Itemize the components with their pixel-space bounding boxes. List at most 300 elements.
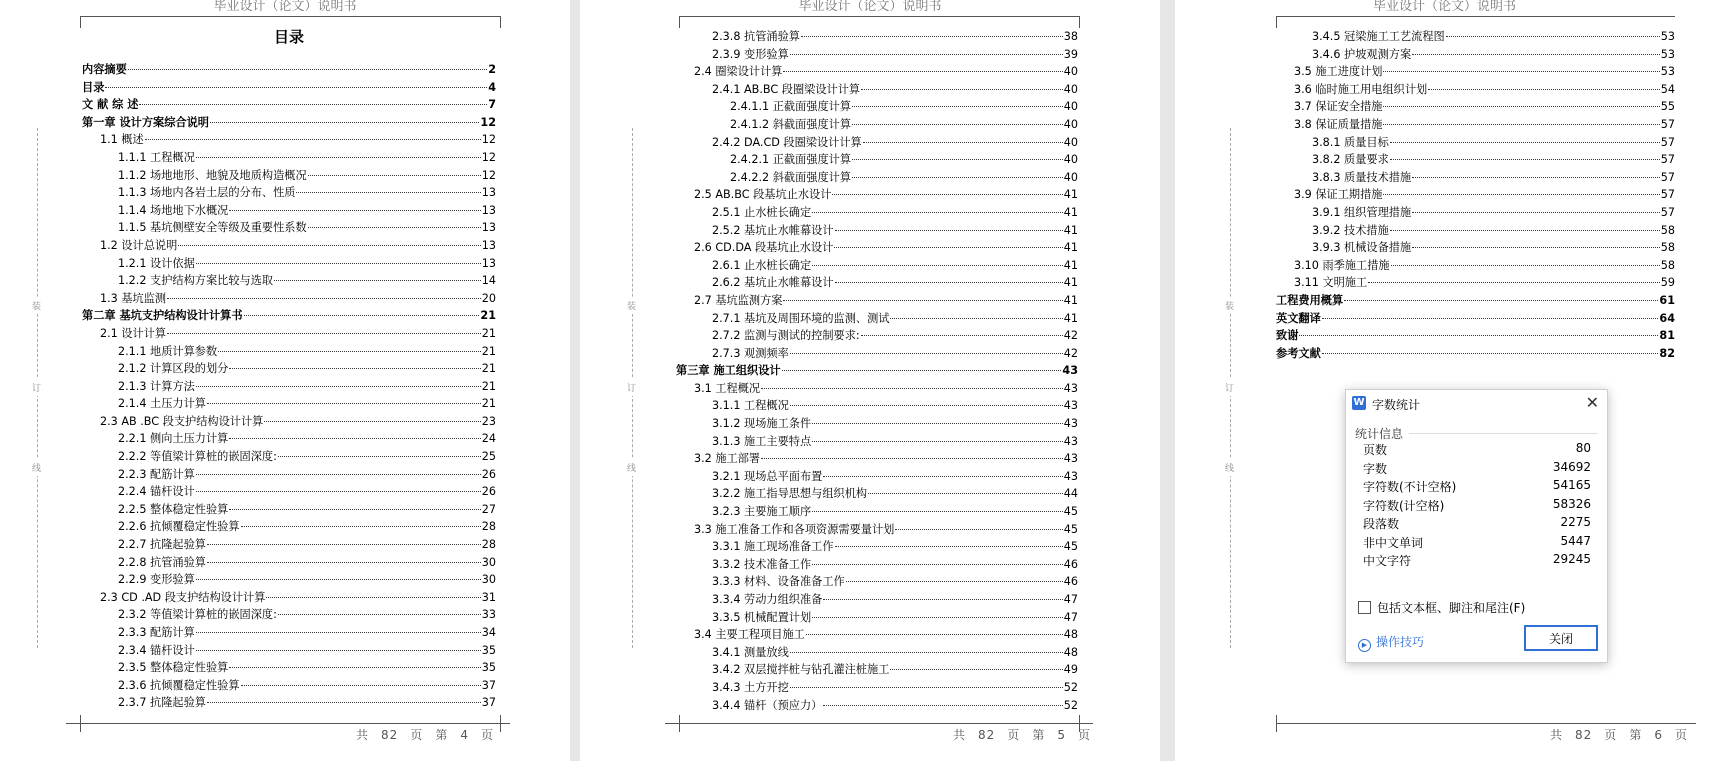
toc-entry-page-number: 58: [1660, 258, 1675, 272]
page-header: 毕业设计（论文）说明书: [213, 0, 357, 14]
toc-entry[interactable]: [676, 46, 1078, 64]
toc-entry-label: 2.1.2 计算区段的划分: [118, 362, 229, 376]
dialog-titlebar[interactable]: [1346, 390, 1607, 416]
toc-entry-label: 3.3.5 机械配置计划: [712, 610, 812, 624]
toc-entry[interactable]: [1276, 63, 1675, 81]
toc-entry-label: 3.3.4 劳动力组织准备: [712, 593, 823, 606]
toc-leader-dots: [196, 650, 481, 651]
toc-entry-label: 3.4.2 双层搅拌桩与钻孔灌注桩施工: [712, 663, 890, 677]
toc-entry[interactable]: [676, 327, 1078, 345]
toc-entry[interactable]: [1276, 81, 1675, 99]
document-page-5: [580, 0, 1160, 761]
toc-leader-dots: [1299, 335, 1658, 336]
toc-entry-page-number: 81: [1659, 329, 1675, 343]
toc-entry[interactable]: [82, 694, 496, 712]
toc-entry-label: 3.2 施工部署: [694, 452, 761, 466]
gutter-char-staple: 订: [1225, 379, 1234, 396]
toc-entry-label: 3.4 主要工程项目施工: [694, 628, 805, 642]
toc-entry-page-number: 40: [1063, 65, 1078, 79]
toc-entry[interactable]: [676, 450, 1078, 468]
header-corner-mark: [500, 16, 501, 28]
toc-entry-page-number: 57: [1660, 153, 1675, 167]
toc-entry-label: 2.1.1 地质计算参数: [118, 344, 218, 358]
toc-entry-label: 2.3.9 变形验算: [712, 47, 789, 61]
toc-entry[interactable]: [82, 536, 496, 554]
toc-entry[interactable]: [676, 415, 1078, 433]
toc-leader-dots: [1322, 353, 1659, 354]
page-footer: 共 82 页 第 6 页: [1550, 728, 1688, 742]
toc-entry-page-number: 21: [481, 379, 496, 393]
toc-entry-page-number: 26: [481, 485, 496, 499]
toc-entry[interactable]: [82, 255, 496, 273]
toc-entry-label: 2.4.1.2 斜截面强度计算: [730, 117, 852, 131]
toc-entry-label: 工程费用概算: [1276, 293, 1344, 307]
toc-title: 目录: [273, 28, 304, 46]
toc-entry-page-number: 48: [1063, 628, 1078, 642]
toc-entry[interactable]: [82, 430, 496, 448]
toc-entry-label: 3.3.1 施工现场准备工作: [712, 540, 834, 554]
toc-entry-page-number: 57: [1660, 117, 1675, 131]
toc-entry-label: 2.3 AB .BC 段支护结构设计计算: [100, 414, 264, 428]
toc-entry-page-number: 12: [481, 150, 496, 164]
toc-leader-dots: [218, 351, 481, 352]
toc-entry[interactable]: [676, 116, 1078, 134]
toc-entry[interactable]: [82, 624, 496, 642]
toc-leader-dots: [823, 476, 1062, 477]
toc-leader-dots: [196, 157, 481, 158]
toc-leader-dots: [812, 265, 1063, 266]
toc-leader-dots: [812, 441, 1063, 442]
toc-entry[interactable]: [676, 362, 1078, 380]
toc-leader-dots: [790, 54, 1063, 55]
toc-entry[interactable]: [676, 468, 1078, 486]
toc-entry[interactable]: [82, 290, 496, 308]
toc-entry-page-number: 43: [1063, 452, 1078, 466]
toc-entry-page-number: 12: [481, 168, 496, 182]
toc-leader-dots: [105, 87, 487, 88]
toc-entry-page-number: 58: [1660, 223, 1675, 237]
word-count-dialog: [1345, 389, 1608, 663]
toc-entry-page-number: 13: [481, 221, 496, 235]
toc-entry[interactable]: [676, 134, 1078, 152]
toc-entry[interactable]: [676, 28, 1078, 46]
toc-entry-page-number: 55: [1660, 100, 1675, 114]
toc-leader-dots: [890, 318, 1062, 319]
toc-leader-dots: [1383, 124, 1659, 125]
toc-entry[interactable]: [676, 380, 1078, 398]
toc-entry-page-number: 21: [481, 326, 496, 340]
toc-entry[interactable]: [82, 571, 496, 589]
toc-entry-label: 2.2.4 锚杆设计: [118, 485, 195, 499]
toc-entry-label: 1.2.1 设计依据: [118, 256, 195, 270]
toc-leader-dots: [832, 194, 1062, 195]
toc-leader-dots: [1412, 212, 1660, 213]
toc-entry-page-number: 40: [1063, 82, 1078, 96]
toc-entry[interactable]: [82, 606, 496, 624]
toc-entry-page-number: 41: [1063, 241, 1078, 255]
toc-leader-dots: [266, 597, 480, 598]
toc-entry[interactable]: [1276, 116, 1675, 134]
toc-entry-page-number: 40: [1063, 117, 1078, 131]
toc-entry[interactable]: [1276, 327, 1675, 345]
toc-entry[interactable]: [82, 149, 496, 167]
toc-entry[interactable]: [82, 184, 496, 202]
toc-entry-page-number: 53: [1660, 30, 1675, 43]
footer-rule: [665, 723, 1093, 724]
toc-entry-label: 3.4.1 测量放线: [712, 645, 789, 659]
stat-value: 58326: [1552, 496, 1591, 511]
toc-entry-label: 3.2.1 现场总平面布置: [712, 469, 823, 483]
toc-leader-dots: [1446, 36, 1660, 37]
toc-entry-label: 3.1.1 工程概况: [712, 399, 789, 413]
toc-entry-label: 2.2.6 抗倾覆稳定性验算: [118, 520, 240, 534]
toc-entry[interactable]: [1276, 239, 1675, 257]
toc-entry[interactable]: [676, 186, 1078, 204]
toc-leader-dots: [1390, 142, 1660, 143]
toc-leader-dots: [207, 544, 481, 545]
toc-entry[interactable]: [1276, 310, 1675, 328]
toc-entry[interactable]: [676, 679, 1078, 697]
toc-entry-label: 第二章 基坑支护结构设计计算书: [82, 309, 243, 323]
toc-entry[interactable]: [676, 204, 1078, 222]
toc-entry[interactable]: [82, 659, 496, 677]
stat-label: 页数: [1363, 443, 1388, 457]
toc-entry-label: 2.5 AB.BC 段基坑止水设计: [694, 188, 832, 202]
document-page-4: [0, 0, 570, 761]
toc-entry[interactable]: [676, 81, 1078, 99]
toc-list: [676, 28, 1078, 714]
toc-entry-page-number: 13: [481, 203, 496, 217]
header-rule: [679, 16, 1079, 17]
toc-entry[interactable]: [82, 272, 496, 290]
toc-entry-page-number: 82: [1659, 346, 1675, 360]
toc-entry[interactable]: [82, 518, 496, 536]
toc-entry-label: 2.4 圈梁设计计算: [694, 65, 783, 79]
toc-leader-dots: [761, 458, 1063, 459]
toc-leader-dots: [852, 159, 1063, 160]
toc-entry[interactable]: [1276, 46, 1675, 64]
toc-entry[interactable]: [82, 96, 496, 114]
toc-entry-page-number: 45: [1063, 522, 1078, 536]
toc-leader-dots: [895, 529, 1062, 530]
footer-rule: [1276, 723, 1696, 724]
toc-entry[interactable]: [82, 642, 496, 660]
toc-entry[interactable]: [676, 661, 1078, 679]
toc-entry-page-number: 35: [481, 661, 496, 675]
toc-leader-dots: [1383, 71, 1659, 72]
toc-entry[interactable]: [1276, 98, 1675, 116]
toc-leader-dots: [1428, 89, 1660, 90]
toc-entry[interactable]: [82, 131, 496, 149]
include-textbox-footnotes-checkbox[interactable]: [1358, 599, 1525, 616]
toc-entry-page-number: 31: [481, 590, 496, 604]
toc-entry[interactable]: [82, 202, 496, 220]
toc-entry-page-number: 21: [481, 397, 496, 411]
toc-entry-page-number: 48: [1063, 645, 1078, 659]
toc-entry-label: 2.2.2 等值梁计算桩的嵌固深度:: [118, 450, 277, 464]
toc-entry[interactable]: [82, 307, 496, 325]
toc-entry-page-number: 42: [1063, 329, 1078, 343]
toc-entry[interactable]: [82, 395, 496, 413]
toc-entry[interactable]: [82, 114, 496, 132]
toc-entry[interactable]: [676, 573, 1078, 591]
footer-corner-mark: [679, 715, 680, 732]
toc-entry-page-number: 39: [1063, 47, 1078, 61]
toc-entry-page-number: 43: [1063, 381, 1078, 395]
close-icon[interactable]: ✕: [1585, 393, 1599, 412]
toc-entry[interactable]: [82, 219, 496, 237]
toc-leader-dots: [196, 579, 481, 580]
toc-entry[interactable]: [1276, 345, 1675, 363]
toc-entry-label: 3.4.3 土方开挖: [712, 680, 789, 694]
toc-entry[interactable]: [676, 310, 1078, 328]
toc-entry-page-number: 57: [1660, 135, 1675, 149]
toc-entry[interactable]: [676, 63, 1078, 81]
toc-entry[interactable]: [676, 274, 1078, 292]
toc-entry-page-number: 41: [1063, 223, 1078, 237]
toc-leader-dots: [167, 298, 481, 299]
section-divider: [1409, 433, 1598, 434]
checkbox-label: 包括文本框、脚注和尾注(F): [1377, 601, 1526, 615]
toc-entry-page-number: 12: [480, 115, 496, 129]
toc-entry[interactable]: [82, 554, 496, 572]
toc-leader-dots: [1390, 159, 1660, 160]
toc-entry-label: 2.7 基坑监测方案: [694, 293, 783, 307]
toc-entry-label: 第三章 施工组织设计: [676, 364, 781, 378]
toc-entry[interactable]: [676, 609, 1078, 627]
toc-entry[interactable]: [1276, 292, 1675, 310]
gutter-char-bind: 装: [32, 297, 41, 314]
toc-entry-label: 3.1 工程概况: [694, 381, 761, 395]
toc-entry-label: 2.7.1 基坑及周围环境的监测、测试: [712, 311, 890, 325]
toc-leader-dots: [145, 139, 481, 140]
toc-entry-label: 3.3.3 材料、设备准备工作: [712, 575, 845, 589]
toc-entry-page-number: 40: [1063, 135, 1078, 149]
toc-entry[interactable]: [676, 591, 1078, 609]
toc-entry-label: 3.8 保证质量措施: [1294, 117, 1383, 131]
toc-entry[interactable]: [676, 257, 1078, 275]
toc-entry[interactable]: [676, 503, 1078, 521]
toc-entry[interactable]: [1276, 204, 1675, 222]
toc-entry-page-number: 13: [481, 186, 496, 200]
toc-entry-label: 2.5.1 止水桩长确定: [712, 205, 812, 219]
toc-leader-dots: [852, 124, 1063, 125]
toc-entry[interactable]: [676, 222, 1078, 240]
toc-entry[interactable]: [82, 325, 496, 343]
toc-leader-dots: [790, 687, 1063, 688]
header-rule: [80, 16, 500, 17]
toc-entry[interactable]: [82, 483, 496, 501]
stat-row: [1363, 441, 1591, 461]
toc-entry[interactable]: [676, 521, 1078, 539]
toc-leader-dots: [264, 421, 480, 422]
gutter-char-line: 线: [627, 459, 636, 476]
toc-leader-dots: [128, 69, 487, 70]
toc-entry[interactable]: [82, 79, 496, 97]
toc-entry[interactable]: [1276, 28, 1675, 46]
toc-entry-page-number: 33: [481, 608, 496, 622]
toc-entry[interactable]: [82, 501, 496, 519]
toc-leader-dots: [1412, 177, 1660, 178]
toc-entry-label: 2.3.5 整体稳定性验算: [118, 661, 229, 675]
toc-entry-page-number: 57: [1660, 170, 1675, 184]
toc-leader-dots: [229, 667, 480, 668]
stat-row: [1363, 552, 1591, 572]
toc-entry-label: 3.8.3 质量技术措施: [1312, 170, 1412, 184]
toc-entry[interactable]: [676, 433, 1078, 451]
toc-entry-label: 2.3.6 抗倾覆稳定性验算: [118, 678, 240, 692]
toc-entry[interactable]: [1276, 151, 1675, 169]
toc-entry-page-number: 37: [481, 678, 496, 692]
toc-entry-page-number: 38: [1063, 30, 1078, 43]
toc-entry-label: 3.2.3 主要施工顺序: [712, 505, 812, 519]
toc-entry-page-number: 41: [1063, 205, 1078, 219]
toc-entry[interactable]: [82, 378, 496, 396]
toc-entry-page-number: 30: [481, 555, 496, 569]
toc-entry-label: 文 献 综 述: [82, 98, 139, 112]
toc-leader-dots: [835, 282, 1063, 283]
toc-entry[interactable]: [676, 345, 1078, 363]
toc-entry-label: 2.3 CD .AD 段支护结构设计计算: [100, 590, 266, 604]
toc-entry-label: 3.11 文明施工: [1294, 276, 1368, 290]
toc-entry[interactable]: [676, 397, 1078, 415]
toc-entry[interactable]: [82, 237, 496, 255]
toc-entry[interactable]: [676, 556, 1078, 574]
toc-entry-page-number: 49: [1063, 663, 1078, 677]
toc-leader-dots: [782, 370, 1062, 371]
toc-entry[interactable]: [676, 292, 1078, 310]
stat-value: 29245: [1552, 552, 1591, 566]
toc-leader-dots: [1412, 247, 1660, 248]
toc-entry-label: 致谢: [1276, 329, 1299, 343]
toc-entry[interactable]: [676, 485, 1078, 503]
toc-entry-label: 2.2.8 抗管涌验算: [118, 555, 206, 569]
toc-entry-label: 3.8.2 质量要求: [1312, 153, 1389, 167]
toc-entry-page-number: 58: [1660, 241, 1675, 255]
toc-entry[interactable]: [1276, 186, 1675, 204]
toc-leader-dots: [207, 403, 481, 404]
toc-entry[interactable]: [82, 343, 496, 361]
toc-entry[interactable]: [82, 360, 496, 378]
toc-entry[interactable]: [1276, 257, 1675, 275]
toc-entry[interactable]: [82, 167, 496, 185]
toc-entry[interactable]: [1276, 222, 1675, 240]
tips-label: 操作技巧: [1376, 635, 1425, 649]
toc-entry[interactable]: [82, 61, 496, 79]
toc-leader-dots: [278, 456, 481, 457]
toc-entry-label: 2.2.5 整体稳定性验算: [118, 502, 229, 516]
toc-leader-dots: [274, 280, 481, 281]
toc-entry-label: 2.7.3 观测频率: [712, 346, 789, 360]
toc-leader-dots: [812, 511, 1063, 512]
toc-entry-label: 3.7 保证安全措施: [1294, 100, 1383, 114]
wps-writer-icon: W: [1353, 397, 1365, 408]
toc-leader-dots: [783, 71, 1062, 72]
close-button[interactable]: 关闭: [1524, 625, 1598, 651]
toc-entry-label: 2.3.2 等值梁计算桩的嵌固深度:: [118, 608, 277, 622]
stat-row: [1363, 497, 1591, 517]
toc-entry-page-number: 21: [481, 344, 496, 358]
toc-entry-label: 2.5.2 基坑止水帷幕设计: [712, 223, 834, 237]
toc-leader-dots: [823, 705, 1062, 706]
toc-entry[interactable]: [82, 677, 496, 695]
toc-leader-dots: [196, 386, 481, 387]
toc-leader-dots: [834, 247, 1062, 248]
gutter-char-line: 线: [32, 459, 41, 476]
toc-leader-dots: [852, 106, 1063, 107]
toc-entry[interactable]: [676, 626, 1078, 644]
checkbox-icon[interactable]: [1358, 601, 1371, 614]
toc-entry-page-number: 45: [1063, 505, 1078, 519]
toc-entry[interactable]: [676, 538, 1078, 556]
toc-entry-label: 2.6.2 基坑止水帷幕设计: [712, 276, 834, 290]
toc-entry[interactable]: [1276, 169, 1675, 187]
toc-leader-dots: [812, 423, 1063, 424]
toc-leader-dots: [801, 36, 1063, 37]
toc-leader-dots: [1391, 265, 1660, 266]
toc-entry[interactable]: [676, 697, 1078, 715]
toc-leader-dots: [229, 210, 480, 211]
toc-entry-page-number: 21: [481, 362, 496, 376]
toc-leader-dots: [210, 122, 479, 123]
stat-row: [1363, 515, 1591, 535]
toc-entry-label: 3.9 保证工期措施: [1294, 188, 1383, 202]
header-corner-mark: [1079, 16, 1080, 28]
stat-value: 54165: [1552, 478, 1591, 492]
tips-link[interactable]: [1358, 633, 1424, 652]
toc-leader-dots: [890, 669, 1062, 670]
toc-entry-page-number: 61: [1659, 293, 1675, 307]
toc-leader-dots: [196, 263, 481, 264]
toc-leader-dots: [761, 388, 1063, 389]
toc-entry-label: 1.1.5 基坑侧壁安全等级及重要性系数: [118, 221, 307, 235]
toc-entry-label: 2.4.1.1 正截面强度计算: [730, 100, 852, 114]
toc-leader-dots: [296, 192, 480, 193]
toc-leader-dots: [196, 491, 481, 492]
toc-entry-label: 1.1.4 场地地下水概况: [118, 203, 229, 217]
toc-entry-page-number: 21: [480, 309, 496, 323]
toc-entry-page-number: 4: [488, 80, 496, 94]
toc-entry[interactable]: [676, 151, 1078, 169]
toc-entry[interactable]: [676, 98, 1078, 116]
toc-entry-label: 3.9.2 技术措施: [1312, 223, 1389, 237]
toc-entry[interactable]: [1276, 134, 1675, 152]
toc-leader-dots: [823, 599, 1062, 600]
toc-entry-page-number: 52: [1063, 698, 1078, 712]
toc-entry[interactable]: [82, 448, 496, 466]
toc-entry[interactable]: [82, 413, 496, 431]
toc-entry-label: 参考文献: [1276, 346, 1321, 360]
toc-leader-dots: [1390, 230, 1660, 231]
toc-leader-dots: [229, 438, 480, 439]
toc-entry-label: 2.4.2 DA.CD 段圈梁设计计算: [712, 135, 862, 149]
toc-entry-label: 3.10 雨季施工措施: [1294, 258, 1390, 272]
stat-row: [1363, 460, 1591, 480]
toc-entry-page-number: 37: [481, 696, 496, 710]
toc-entry-page-number: 35: [481, 643, 496, 657]
toc-entry[interactable]: [676, 169, 1078, 187]
stat-value: 5447: [1560, 533, 1591, 548]
toc-entry[interactable]: [82, 589, 496, 607]
header-corner-mark: [80, 16, 81, 28]
toc-entry[interactable]: [1276, 274, 1675, 292]
toc-entry-label: 2.1.3 计算方法: [118, 379, 195, 393]
toc-entry-page-number: 57: [1660, 188, 1675, 202]
toc-entry[interactable]: [82, 466, 496, 484]
toc-entry[interactable]: [676, 644, 1078, 662]
toc-entry[interactable]: [676, 239, 1078, 257]
toc-entry-label: 内容摘要: [82, 63, 127, 76]
